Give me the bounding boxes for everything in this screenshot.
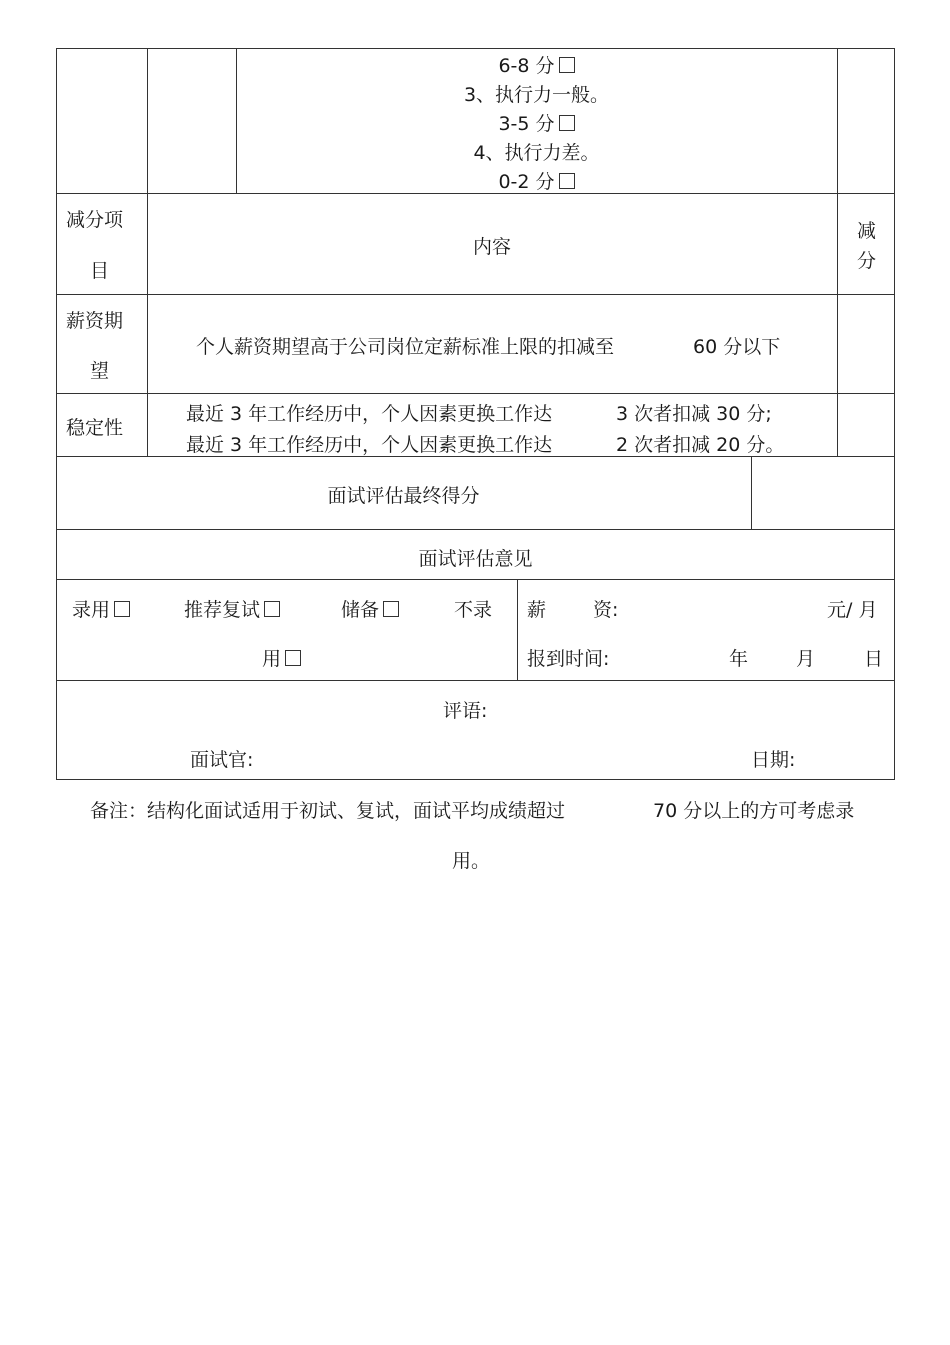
- checkbox[interactable]: [559, 115, 575, 131]
- report-year: 年: [729, 648, 749, 670]
- stability-rule-2-deduction: 2 次者扣减 20 分。: [616, 434, 785, 456]
- deduction-item-label: 减分项: [66, 209, 124, 231]
- opinion-title: 面试评估意见: [418, 548, 533, 570]
- salary-expectation-label-2: 望: [90, 360, 110, 382]
- option-hire[interactable]: 录用: [72, 595, 130, 622]
- score-level-4: 4、执行力差。: [473, 142, 600, 164]
- final-score-value[interactable]: [752, 457, 894, 529]
- date-label: 日期:: [751, 749, 796, 771]
- score-option-3-5: 3-5 分: [236, 109, 837, 136]
- stability-rule-1: 最近 3 年工作经历中，个人因素更换工作达: [186, 403, 553, 425]
- checkbox[interactable]: [114, 601, 130, 617]
- footnote-text: 备注：结构化面试适用于初试、复试，面试平均成绩超过: [90, 800, 566, 822]
- score-option-6-8: 6-8 分: [236, 51, 837, 78]
- score-option-0-2: 0-2 分: [236, 167, 837, 194]
- salary-label-a: 薪: [527, 599, 547, 621]
- stability-label: 稳定性: [66, 417, 124, 439]
- option-reject[interactable]: 不录: [454, 599, 493, 621]
- checkbox[interactable]: [559, 173, 575, 189]
- footnote-threshold: 70 分以上的方可考虑录: [653, 800, 855, 822]
- deduct-label: 减: [857, 220, 877, 242]
- score-level-3: 3、执行力一般。: [463, 84, 610, 106]
- stability-rule-2: 最近 3 年工作经历中，个人因素更换工作达: [186, 434, 553, 456]
- option-reject-cont[interactable]: 用: [262, 644, 301, 671]
- content-label: 内容: [472, 236, 511, 258]
- footnote-end: 用。: [452, 850, 491, 872]
- checkbox[interactable]: [264, 601, 280, 617]
- option-reserve[interactable]: 储备: [341, 595, 399, 622]
- report-day: 日: [864, 648, 884, 670]
- deduct-label-2: 分: [857, 250, 877, 272]
- comments-label: 评语:: [443, 700, 488, 722]
- checkbox[interactable]: [383, 601, 399, 617]
- salary-expectation-threshold: 60 分以下: [693, 336, 781, 358]
- salary-expectation-label: 薪资期: [66, 310, 124, 332]
- salary-unit: 元/ 月: [827, 599, 878, 621]
- checkbox[interactable]: [285, 650, 301, 666]
- checkbox[interactable]: [559, 57, 575, 73]
- deduction-item-label-2: 目: [90, 260, 110, 282]
- report-month: 月: [796, 648, 816, 670]
- salary-label-b: 资:: [593, 599, 619, 621]
- report-time-label: 报到时间:: [527, 648, 610, 670]
- interviewer-label: 面试官:: [190, 749, 254, 771]
- salary-expectation-text: 个人薪资期望高于公司岗位定薪标准上限的扣减至: [196, 336, 615, 358]
- stability-rule-1-deduction: 3 次者扣减 30 分;: [616, 403, 772, 425]
- final-score-label: 面试评估最终得分: [327, 485, 480, 507]
- option-recheck[interactable]: 推荐复试: [184, 595, 280, 622]
